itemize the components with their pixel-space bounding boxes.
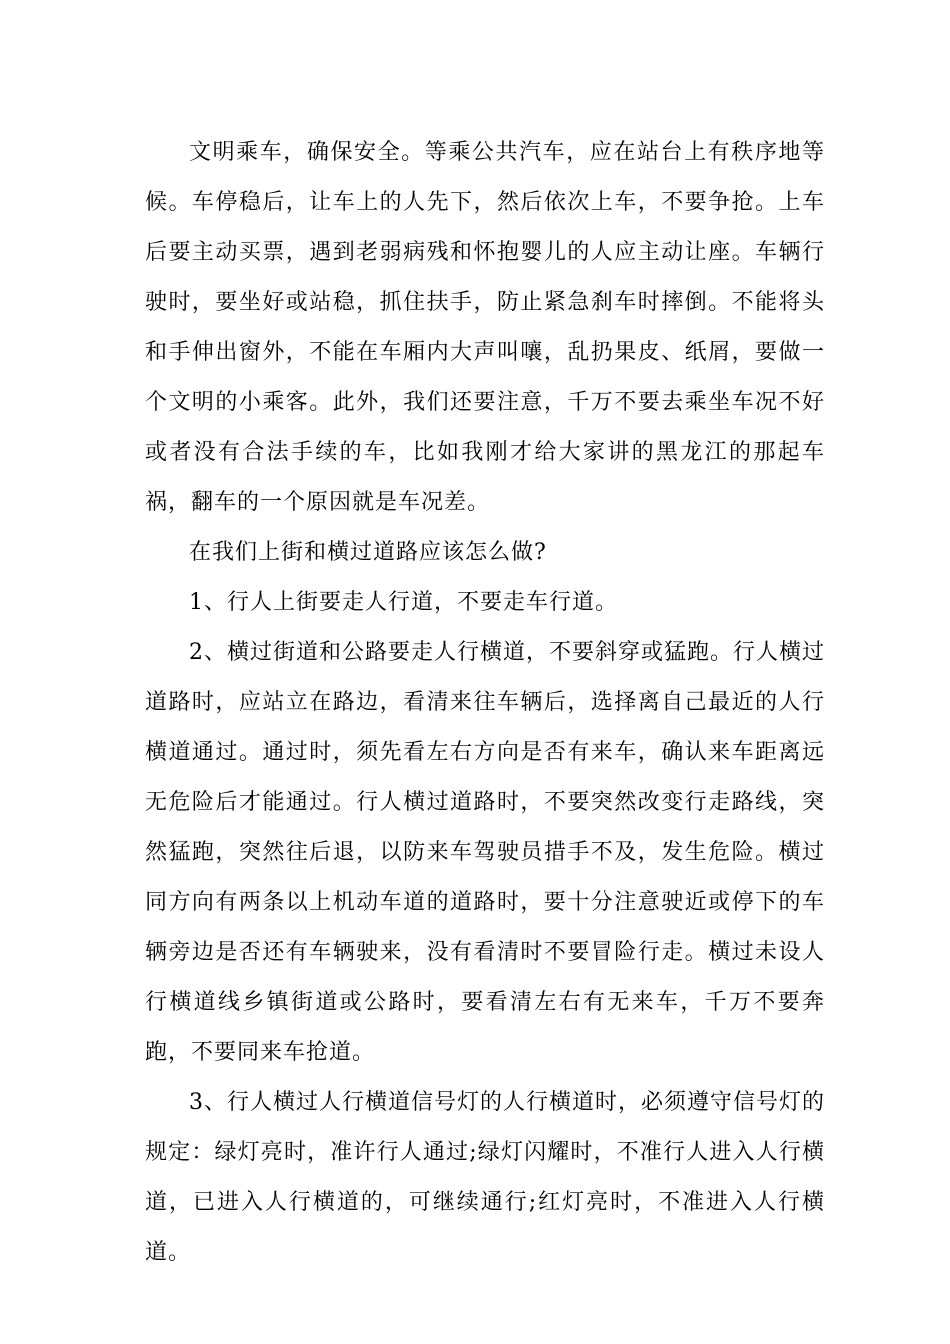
paragraph-rule-1: 1、行人上街要走人行道，不要走车行道。 xyxy=(189,590,618,615)
paragraph-question: 在我们上街和横过道路应该怎么做? xyxy=(189,540,547,565)
document-page xyxy=(145,128,825,1278)
paragraph-rule-2: 2、横过街道和公路要走人行横道，不要斜穿或猛跑。行人横过道路时，应站立在路边，看清来往车辆后，选择离自己最近的人行横道通过。通过时，须先看左右方向是否有来车，确认来车距离远无危险后才能通过。行人横过道路时，不要突然改变行走路线，突然猛跑，突然往后退，以防来车驾驶员措手不及，发生危险。横过同方向有两条以上机动车道的道路时，要十分注意驶近或停下的车辆旁边是否还有车辆驶来，没有看清时不要冒险行走。横过未设人行横道线乡镇街道或公路时，要看清左右有无来车，千万不要奔跑，不要同来车抢道。 xyxy=(145,640,825,1065)
paragraph-rule-3: 3、行人横过人行横道信号灯的人行横道时，必须遵守信号灯的规定：绿灯亮时，准许行人通过;绿灯闪耀时，不准行人进入人行横道，已进入人行横道的，可继续通行;红灯亮时，不准进入人行横道。 xyxy=(145,1090,825,1265)
paragraph-ride-safely: 文明乘车，确保安全。等乘公共汽车，应在站台上有秩序地等候。车停稳后，让车上的人先下，然后依次上车，不要争抢。上车后要主动买票，遇到老弱病残和怀抱婴儿的人应主动让座。车辆行驶时，要坐好或站稳，抓住扶手，防止紧急刹车时摔倒。不能将头和手伸出窗外，不能在车厢内大声叫嚷，乱扔果皮、纸屑，要做一个文明的小乘客。此外，我们还要注意，千万不要去乘坐车况不好或者没有合法手续的车，比如我刚才给大家讲的黑龙江的那起车祸，翻车的一个原因就是车况差。 xyxy=(145,140,825,515)
